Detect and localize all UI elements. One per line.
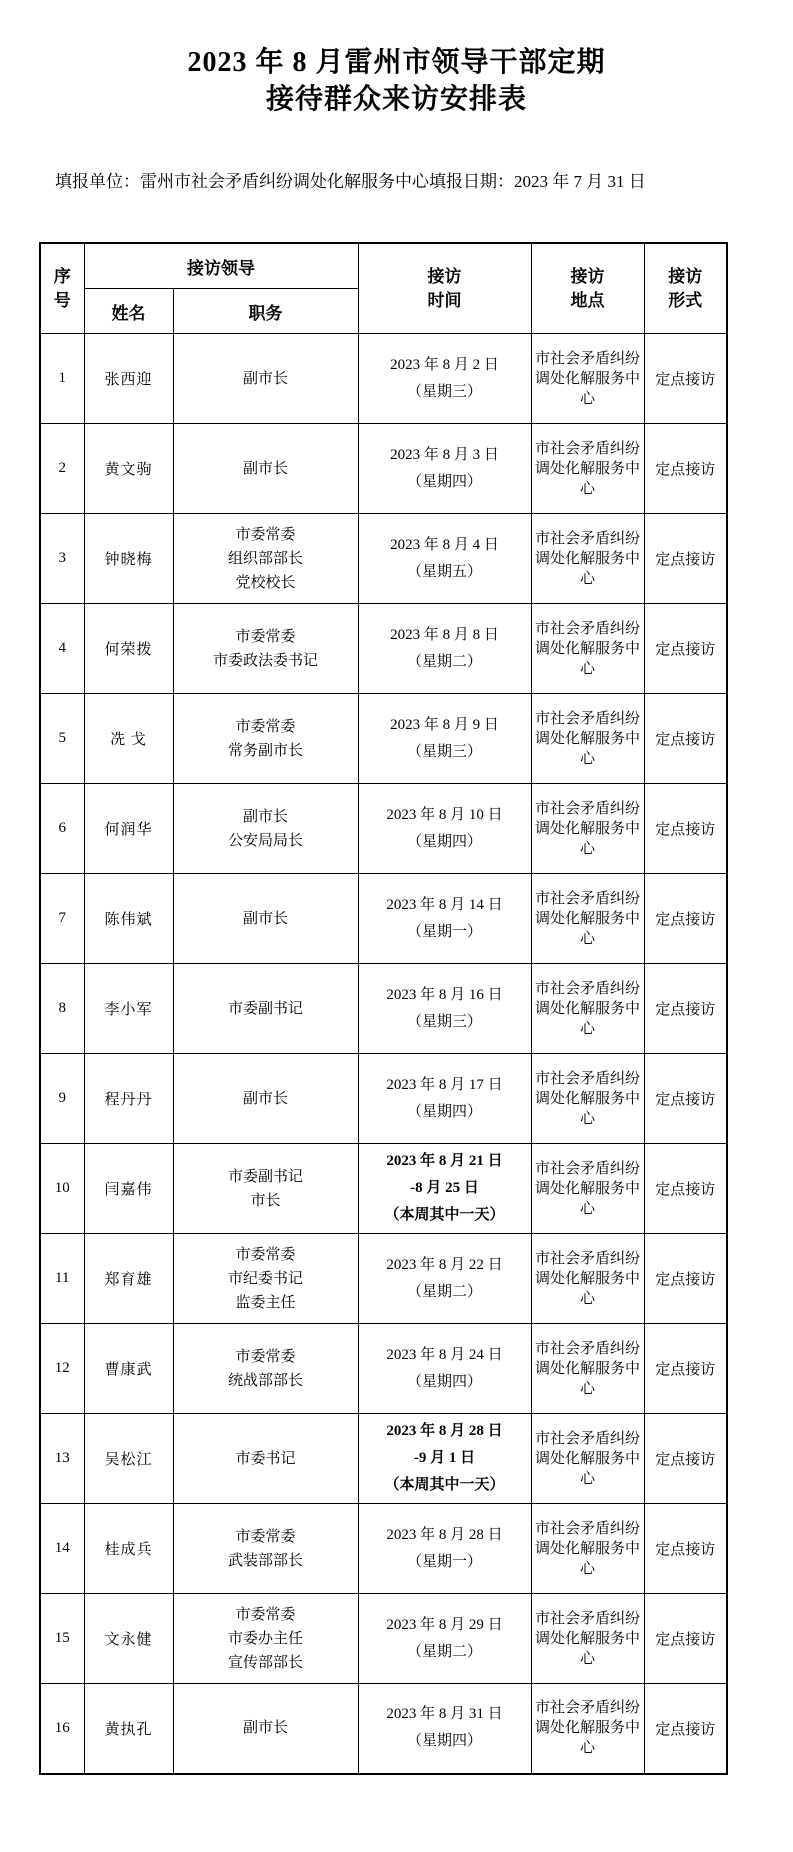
- cell-place: 市社会矛盾纠纷调处化解服务中心: [531, 334, 644, 424]
- cell-line: 副市长: [242, 808, 288, 825]
- col-header-index: [40, 243, 84, 334]
- cell-line: 市委书记: [235, 1450, 296, 1467]
- cell-name: 郑育雄: [84, 1234, 173, 1324]
- cell-name: 李小军: [84, 964, 173, 1054]
- cell-line: 副市长: [242, 460, 288, 477]
- cell-line: （星期一）: [406, 923, 482, 940]
- cell-index: 16: [40, 1684, 84, 1774]
- cell-line: 2023 年 8 月 14 日: [386, 896, 503, 913]
- cell-time: [358, 784, 531, 874]
- cell-index: 11: [40, 1234, 84, 1324]
- col-header-place: [531, 243, 644, 334]
- cell-line: （星期四）: [406, 473, 482, 490]
- cell-name: 桂成兵: [84, 1504, 173, 1594]
- cell-place: 市社会矛盾纠纷调处化解服务中心: [531, 1324, 644, 1414]
- table-row: [40, 694, 727, 784]
- cell-line: 副市长: [242, 910, 288, 927]
- cell-time: [358, 514, 531, 604]
- cell-line: 2023 年 8 月 17 日: [386, 1076, 503, 1093]
- cell-position: [173, 1594, 358, 1684]
- cell-place: 市社会矛盾纠纷调处化解服务中心: [531, 1414, 644, 1504]
- cell-index: 6: [40, 784, 84, 874]
- cell-name: 黄文驹: [84, 424, 173, 514]
- cell-index: 9: [40, 1054, 84, 1144]
- cell-line: 2023 年 8 月 21 日: [386, 1153, 503, 1169]
- cell-line: （星期三）: [406, 1013, 482, 1030]
- cell-index: 3: [40, 514, 84, 604]
- cell-position: [173, 1234, 358, 1324]
- cell-form: 定点接访: [644, 1144, 727, 1234]
- cell-time: [358, 1054, 531, 1144]
- report-date-value: 2023 年 7 月 31 日: [514, 172, 646, 191]
- table-row: [40, 1324, 727, 1414]
- cell-line: 2023 年 8 月 8 日: [390, 626, 499, 643]
- cell-form: 定点接访: [644, 694, 727, 784]
- cell-line: -8 月 25 日: [410, 1180, 479, 1196]
- cell-form: 定点接访: [644, 1414, 727, 1504]
- cell-line: （星期二）: [406, 1643, 482, 1660]
- cell-line: 副市长: [242, 370, 288, 387]
- cell-place: 市社会矛盾纠纷调处化解服务中心: [531, 514, 644, 604]
- cell-line: （星期二）: [406, 1283, 482, 1300]
- cell-name: 文永健: [84, 1594, 173, 1684]
- cell-name: 闫嘉伟: [84, 1144, 173, 1234]
- cell-index: 15: [40, 1594, 84, 1684]
- cell-name: 曹康武: [84, 1324, 173, 1414]
- table-row: [40, 1054, 727, 1144]
- col-header-name: 姓名: [84, 289, 173, 334]
- cell-line: 市委副书记: [227, 1168, 303, 1185]
- table-body: [40, 334, 727, 1774]
- cell-line: （星期四）: [406, 1373, 482, 1390]
- cell-position: [173, 514, 358, 604]
- col-header-form: [644, 243, 727, 334]
- cell-line: （星期五）: [406, 563, 482, 580]
- cell-form: 定点接访: [644, 1504, 727, 1594]
- table-header: [40, 243, 727, 334]
- col-header-position: 职务: [173, 289, 358, 334]
- cell-line: 市委常委: [235, 526, 296, 543]
- cell-position: [173, 964, 358, 1054]
- cell-name: 冼 戈: [84, 694, 173, 784]
- cell-place: 市社会矛盾纠纷调处化解服务中心: [531, 1054, 644, 1144]
- cell-index: 2: [40, 424, 84, 514]
- col-header-time: [358, 243, 531, 334]
- cell-time: [358, 1414, 531, 1504]
- cell-line: 市纪委书记: [227, 1270, 303, 1287]
- cell-line: 市委常委: [235, 1606, 296, 1623]
- cell-line: -9 月 1 日: [413, 1450, 476, 1466]
- table-row: [40, 604, 727, 694]
- col-header-place-line1: 接访: [570, 266, 605, 286]
- cell-position: [173, 1324, 358, 1414]
- cell-index: 12: [40, 1324, 84, 1414]
- cell-position: [173, 784, 358, 874]
- cell-position: [173, 1144, 358, 1234]
- cell-place: 市社会矛盾纠纷调处化解服务中心: [531, 1684, 644, 1774]
- cell-index: 4: [40, 604, 84, 694]
- cell-line: 市委办主任: [227, 1630, 303, 1647]
- table-row: [40, 1504, 727, 1594]
- cell-position: [173, 1054, 358, 1144]
- cell-line: 2023 年 8 月 29 日: [386, 1616, 503, 1633]
- cell-line: 2023 年 8 月 28 日: [386, 1526, 503, 1543]
- col-header-index-line1: 序: [53, 266, 71, 286]
- col-header-form-line1: 接访: [668, 266, 703, 286]
- table-row: [40, 514, 727, 604]
- cell-line: （星期二）: [406, 653, 482, 670]
- cell-position: [173, 694, 358, 784]
- cell-place: 市社会矛盾纠纷调处化解服务中心: [531, 1504, 644, 1594]
- cell-line: 市委常委: [235, 1528, 296, 1545]
- cell-form: 定点接访: [644, 874, 727, 964]
- cell-time: [358, 964, 531, 1054]
- cell-place: 市社会矛盾纠纷调处化解服务中心: [531, 1594, 644, 1684]
- table-row: [40, 1684, 727, 1774]
- table-row: [40, 1144, 727, 1234]
- cell-line: 市委政法委书记: [212, 652, 318, 669]
- cell-line: 市委常委: [235, 628, 296, 645]
- cell-position: [173, 604, 358, 694]
- cell-place: 市社会矛盾纠纷调处化解服务中心: [531, 964, 644, 1054]
- col-header-time-line2: 时间: [427, 290, 462, 310]
- cell-position: [173, 334, 358, 424]
- report-unit-label: 填报单位：: [55, 172, 140, 191]
- cell-time: [358, 1324, 531, 1414]
- page-title: [0, 44, 793, 118]
- cell-form: 定点接访: [644, 964, 727, 1054]
- cell-line: 2023 年 8 月 22 日: [386, 1256, 503, 1273]
- cell-line: 2023 年 8 月 10 日: [386, 806, 503, 823]
- table-row: [40, 874, 727, 964]
- cell-line: （星期三）: [406, 383, 482, 400]
- report-unit-value: 雷州市社会矛盾纠纷调处化解服务中心: [140, 172, 429, 191]
- report-date: [429, 172, 646, 192]
- cell-line: 市委副书记: [227, 1000, 303, 1017]
- table-row: [40, 334, 727, 424]
- cell-position: [173, 874, 358, 964]
- cell-line: 2023 年 8 月 4 日: [390, 536, 499, 553]
- cell-name: 程丹丹: [84, 1054, 173, 1144]
- cell-time: [358, 1684, 531, 1774]
- cell-line: 2023 年 8 月 9 日: [390, 716, 499, 733]
- col-header-leader-group: 接访领导: [84, 243, 358, 289]
- cell-line: 公安局局长: [227, 832, 303, 849]
- cell-line: 监委主任: [235, 1294, 296, 1311]
- cell-line: 常务副市长: [227, 742, 303, 759]
- table-row: [40, 1234, 727, 1324]
- cell-index: 10: [40, 1144, 84, 1234]
- cell-form: 定点接访: [644, 1234, 727, 1324]
- cell-line: （星期四）: [406, 833, 482, 850]
- cell-line: 党校校长: [235, 574, 296, 591]
- table-row: [40, 1594, 727, 1684]
- table-row: [40, 1414, 727, 1504]
- cell-line: 2023 年 8 月 28 日: [386, 1423, 503, 1439]
- cell-name: 何润华: [84, 784, 173, 874]
- cell-index: 14: [40, 1504, 84, 1594]
- cell-line: 组织部部长: [227, 550, 303, 567]
- meta-row: [55, 172, 646, 192]
- cell-index: 13: [40, 1414, 84, 1504]
- cell-line: 2023 年 8 月 24 日: [386, 1346, 503, 1363]
- table-row: [40, 424, 727, 514]
- cell-form: 定点接访: [644, 1324, 727, 1414]
- cell-place: 市社会矛盾纠纷调处化解服务中心: [531, 424, 644, 514]
- col-header-time-line1: 接访: [427, 266, 462, 286]
- cell-line: （星期一）: [406, 1553, 482, 1570]
- cell-index: 1: [40, 334, 84, 424]
- cell-time: [358, 1594, 531, 1684]
- col-header-place-line2: 地点: [570, 290, 605, 310]
- cell-form: 定点接访: [644, 1594, 727, 1684]
- cell-time: [358, 424, 531, 514]
- cell-line: 市委常委: [235, 1348, 296, 1365]
- cell-line: 2023 年 8 月 31 日: [386, 1706, 503, 1723]
- col-header-form-line2: 形式: [668, 290, 703, 310]
- cell-form: 定点接访: [644, 334, 727, 424]
- report-unit: [55, 172, 429, 192]
- cell-time: [358, 604, 531, 694]
- cell-name: 黄执孔: [84, 1684, 173, 1774]
- table-row: [40, 964, 727, 1054]
- cell-position: [173, 1684, 358, 1774]
- cell-form: 定点接访: [644, 514, 727, 604]
- schedule-table: [39, 242, 728, 1775]
- cell-line: 市长: [250, 1192, 281, 1209]
- cell-time: [358, 334, 531, 424]
- cell-name: 钟晓梅: [84, 514, 173, 604]
- col-header-index-line2: 号: [53, 290, 71, 310]
- cell-name: 吴松江: [84, 1414, 173, 1504]
- cell-name: 陈伟斌: [84, 874, 173, 964]
- cell-index: 8: [40, 964, 84, 1054]
- header-row-1: [40, 243, 727, 289]
- page-title-line1: 2023 年 8 月雷州市领导干部定期: [187, 47, 606, 78]
- cell-place: 市社会矛盾纠纷调处化解服务中心: [531, 784, 644, 874]
- cell-line: 市委常委: [235, 1246, 296, 1263]
- cell-form: 定点接访: [644, 1054, 727, 1144]
- cell-line: （星期四）: [406, 1733, 482, 1750]
- cell-name: 张西迎: [84, 334, 173, 424]
- cell-position: [173, 1414, 358, 1504]
- cell-line: （本周其中一天）: [384, 1207, 505, 1223]
- cell-line: 统战部部长: [227, 1372, 303, 1389]
- document-page: [0, 44, 793, 1775]
- cell-line: 副市长: [242, 1090, 288, 1107]
- cell-index: 5: [40, 694, 84, 784]
- cell-line: 2023 年 8 月 16 日: [386, 986, 503, 1003]
- cell-position: [173, 1504, 358, 1594]
- cell-time: [358, 1504, 531, 1594]
- cell-line: 2023 年 8 月 2 日: [390, 356, 499, 373]
- cell-line: 副市长: [242, 1720, 288, 1737]
- cell-place: 市社会矛盾纠纷调处化解服务中心: [531, 694, 644, 784]
- cell-form: 定点接访: [644, 424, 727, 514]
- cell-line: 2023 年 8 月 3 日: [390, 446, 499, 463]
- cell-form: 定点接访: [644, 784, 727, 874]
- cell-line: （星期三）: [406, 743, 482, 760]
- cell-time: [358, 1144, 531, 1234]
- cell-index: 7: [40, 874, 84, 964]
- cell-place: 市社会矛盾纠纷调处化解服务中心: [531, 874, 644, 964]
- cell-line: （本周其中一天）: [384, 1477, 505, 1493]
- cell-line: 市委常委: [235, 718, 296, 735]
- cell-line: 武装部部长: [227, 1552, 303, 1569]
- cell-form: 定点接访: [644, 1684, 727, 1774]
- cell-form: 定点接访: [644, 604, 727, 694]
- page-title-line2: 接待群众来访安排表: [265, 84, 527, 115]
- cell-line: （星期四）: [406, 1103, 482, 1120]
- cell-line: 宣传部部长: [227, 1654, 303, 1671]
- table-row: [40, 784, 727, 874]
- cell-time: [358, 1234, 531, 1324]
- report-date-label: 填报日期：: [429, 172, 514, 191]
- cell-position: [173, 424, 358, 514]
- cell-time: [358, 694, 531, 784]
- cell-place: 市社会矛盾纠纷调处化解服务中心: [531, 1234, 644, 1324]
- cell-place: 市社会矛盾纠纷调处化解服务中心: [531, 1144, 644, 1234]
- cell-place: 市社会矛盾纠纷调处化解服务中心: [531, 604, 644, 694]
- cell-time: [358, 874, 531, 964]
- cell-name: 何荣拨: [84, 604, 173, 694]
